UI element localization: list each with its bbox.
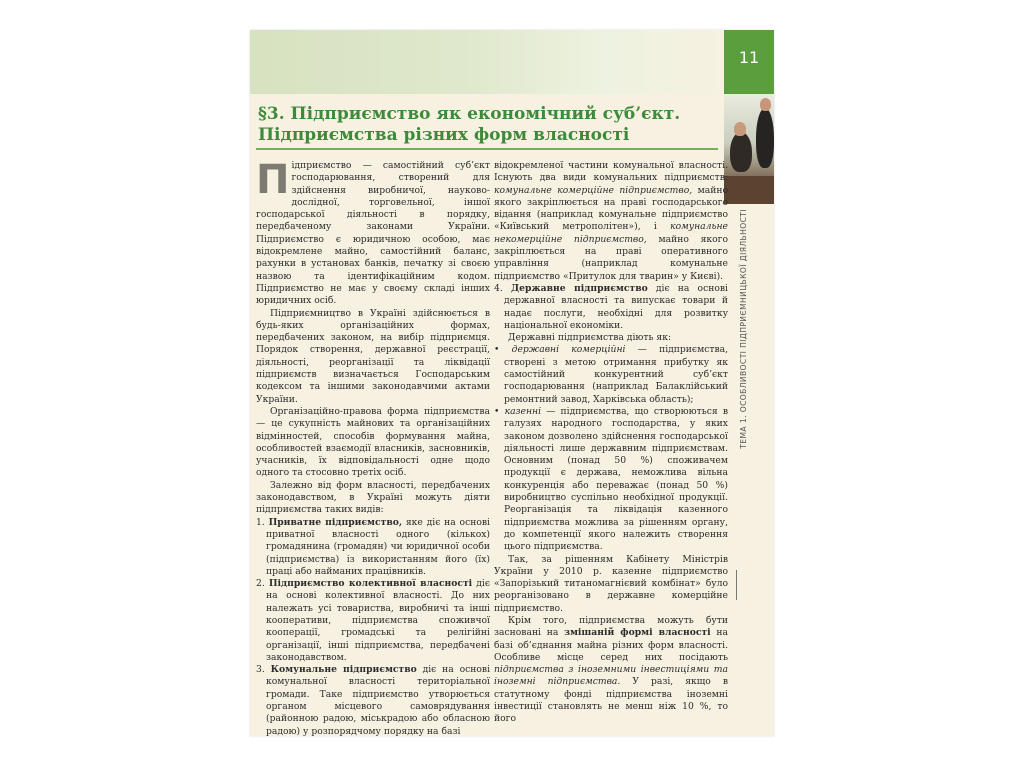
- term-bold: Державне підприємство: [510, 282, 648, 294]
- list-item: [256, 517, 490, 578]
- section-title-line2: Підприємства різних форм власності: [258, 125, 630, 145]
- page-number: 11: [738, 48, 760, 67]
- section-title: [258, 104, 718, 146]
- list-text: діє на основі комунальної власності територіальної громади. Таке підприємство утворюється органом місцевого самоврядування (районною радою, міськрадою або обласною радою) у розпорядчому порядку на базі: [266, 664, 491, 736]
- list-text: діє на основі колективної власності. До них належать усі товариства, виробничі та інші кооперативи, підприємства споживчої кооперації, громадські та релігійні організації, інші підприємства, передбачені законодавством.: [266, 578, 490, 663]
- paragraph: Державні підприємства діють як:: [508, 332, 672, 344]
- term-italic: комунальне комерційне підприємство,: [494, 184, 693, 196]
- term-italic: казенні: [504, 405, 542, 417]
- paragraph: [494, 160, 728, 283]
- paragraph: [256, 157, 490, 308]
- left-column: [256, 157, 491, 736]
- side-divider: [736, 570, 737, 600]
- paragraph: Організаційно-правова форма підприємства — це сукупність майнових та організаційних відмінностей, способів формування майна, особливостей взаємодії власників, засновників, учасників, їх відповідальності одне щодо одного та стосовно третіх осіб.: [256, 405, 490, 479]
- list-item: [256, 664, 490, 736]
- list-number: 3.: [256, 664, 265, 676]
- paragraph-text: на базі об’єднання майна різних форм власності. Особливе місце серед них посідають: [494, 627, 728, 663]
- paragraph-text: Крім того, підприємства можуть бути засновані на: [494, 614, 728, 639]
- header-band: [250, 30, 724, 94]
- term-italic: державні комерційні: [511, 344, 626, 356]
- list-item: [256, 578, 490, 664]
- chapter-side-label: ТЕМА 1. ОСОБЛИВОСТІ ПІДПРИЄМНИЦЬКОЇ ДІЯЛЬНОСТІ: [739, 209, 748, 449]
- photo-table: [724, 176, 774, 204]
- list-text: діє на основі державної власності та випускає товари й надає послуги, необхідні для розвитку національної економіки.: [504, 282, 728, 331]
- paragraph: [494, 615, 728, 726]
- paragraph: Так, за рішенням Кабінету Міністрів України у 2010 р. казенне підприємство «Запорізький титаномагнієвий комбінат» було реорганізовано в державне комерційне підприємство.: [494, 553, 728, 614]
- bullet-text: — підприємства, що створюються в галузях народного господарства, у яких законом дозволено здійснення господарської діяльності лише державним підприємствам. Основним (понад 50 %) споживачем продукції є держава, неможлива вільна конкуренція або переважає (понад 50 %) виробництво суспільно необхідної продукції. Реорганізація та ліквідація казенного підприємства можлива за рішенням органу, до компетенції якого належить створення цього підприємства.: [504, 405, 729, 553]
- bullet-icon: •: [494, 405, 500, 417]
- business-people-photo: [724, 94, 774, 204]
- paragraph-text: У разі, якщо в статутному фонді підприємства іноземні інвестиції становлять не менш ніж 10 %, то його: [494, 676, 728, 725]
- paragraph-text: майно якого закріплюється на праві господарського відання (наприклад комунальне підприємство «Київський метрополітен»), і: [494, 184, 728, 233]
- photo-person: [760, 98, 771, 111]
- paragraph-text: майно якого закріплюється на праві оперативного управління (наприклад комунальне підприємство «Притулок для тварин» у Києві).: [494, 233, 728, 282]
- page-number-box: [724, 30, 774, 94]
- photo-person: [730, 132, 752, 172]
- right-column: [494, 160, 728, 726]
- paragraph: Підприємництво в Україні здійснюється в будь-яких організаційних формах, передбачених законом, на вибір підприємця. Порядок створення, державної реєстрації, діяльності, реорганізації та ліквідації підприємств визначається Господарським кодексом та іншими законодавчими актами України.: [256, 307, 490, 405]
- title-underline: [256, 148, 718, 150]
- textbook-page: [250, 30, 774, 736]
- paragraph-text: відокремленої частини комунальної власності. Існують два види комунальних підприємств:: [494, 160, 728, 184]
- bullet-item: [494, 344, 728, 405]
- term-italic: комунальне некомерційне підприємство,: [494, 221, 728, 245]
- list-number: 2.: [256, 578, 265, 590]
- list-number: 1.: [256, 516, 265, 528]
- list-number: 4.: [494, 282, 503, 294]
- bullet-text: — підприємства, створені з метою отримання прибутку як самостійний конкурентний суб’єкт господарювання (наприклад Балаклійський ремонтний завод, Харківська область);: [504, 344, 729, 405]
- photo-person: [734, 122, 746, 136]
- list-text: яке діє на основі приватної власності одного (кількох) громадянина (громадян) чи юридичної особи (підприємства) із використанням його (їх) праці або найманих працівників.: [266, 516, 490, 577]
- bullet-item: [494, 406, 728, 554]
- side-margin: [724, 210, 774, 600]
- paragraph-text: ідприємство — самостійний суб’єкт господарювання, створений для здійснення виробничої, науково-дослідної, торговельної, іншої господарської діяльності в порядку, передбаченому законами України. Підприємство є юридичною особою, має відокремлене майно, самостійний баланс, рахунки в установах банків, печатку зі своєю назвою та ідентифікаційним кодом. Підприємство не має у своєму складі інших юридичних осіб.: [256, 160, 490, 307]
- paragraph: Залежно від форм власності, передбачених законодавством, в Україні можуть діяти підприємства таких видів:: [256, 479, 490, 516]
- term-italic: підприємства з іноземними інвестиціями та іноземні підприємства.: [494, 664, 728, 688]
- term-bold: змішаній формі власності: [564, 627, 711, 639]
- bullet-icon: •: [494, 344, 500, 356]
- drop-cap: П: [256, 157, 290, 203]
- photo-person: [756, 108, 774, 168]
- term-bold: Підприємство колективної власності: [268, 578, 473, 590]
- term-bold: Приватне підприємство,: [268, 516, 403, 528]
- term-bold: Комунальне підприємство: [270, 664, 417, 676]
- section-title-line1: §3. Підприємство як економічний суб’єкт.: [258, 104, 681, 124]
- list-item: [494, 283, 728, 332]
